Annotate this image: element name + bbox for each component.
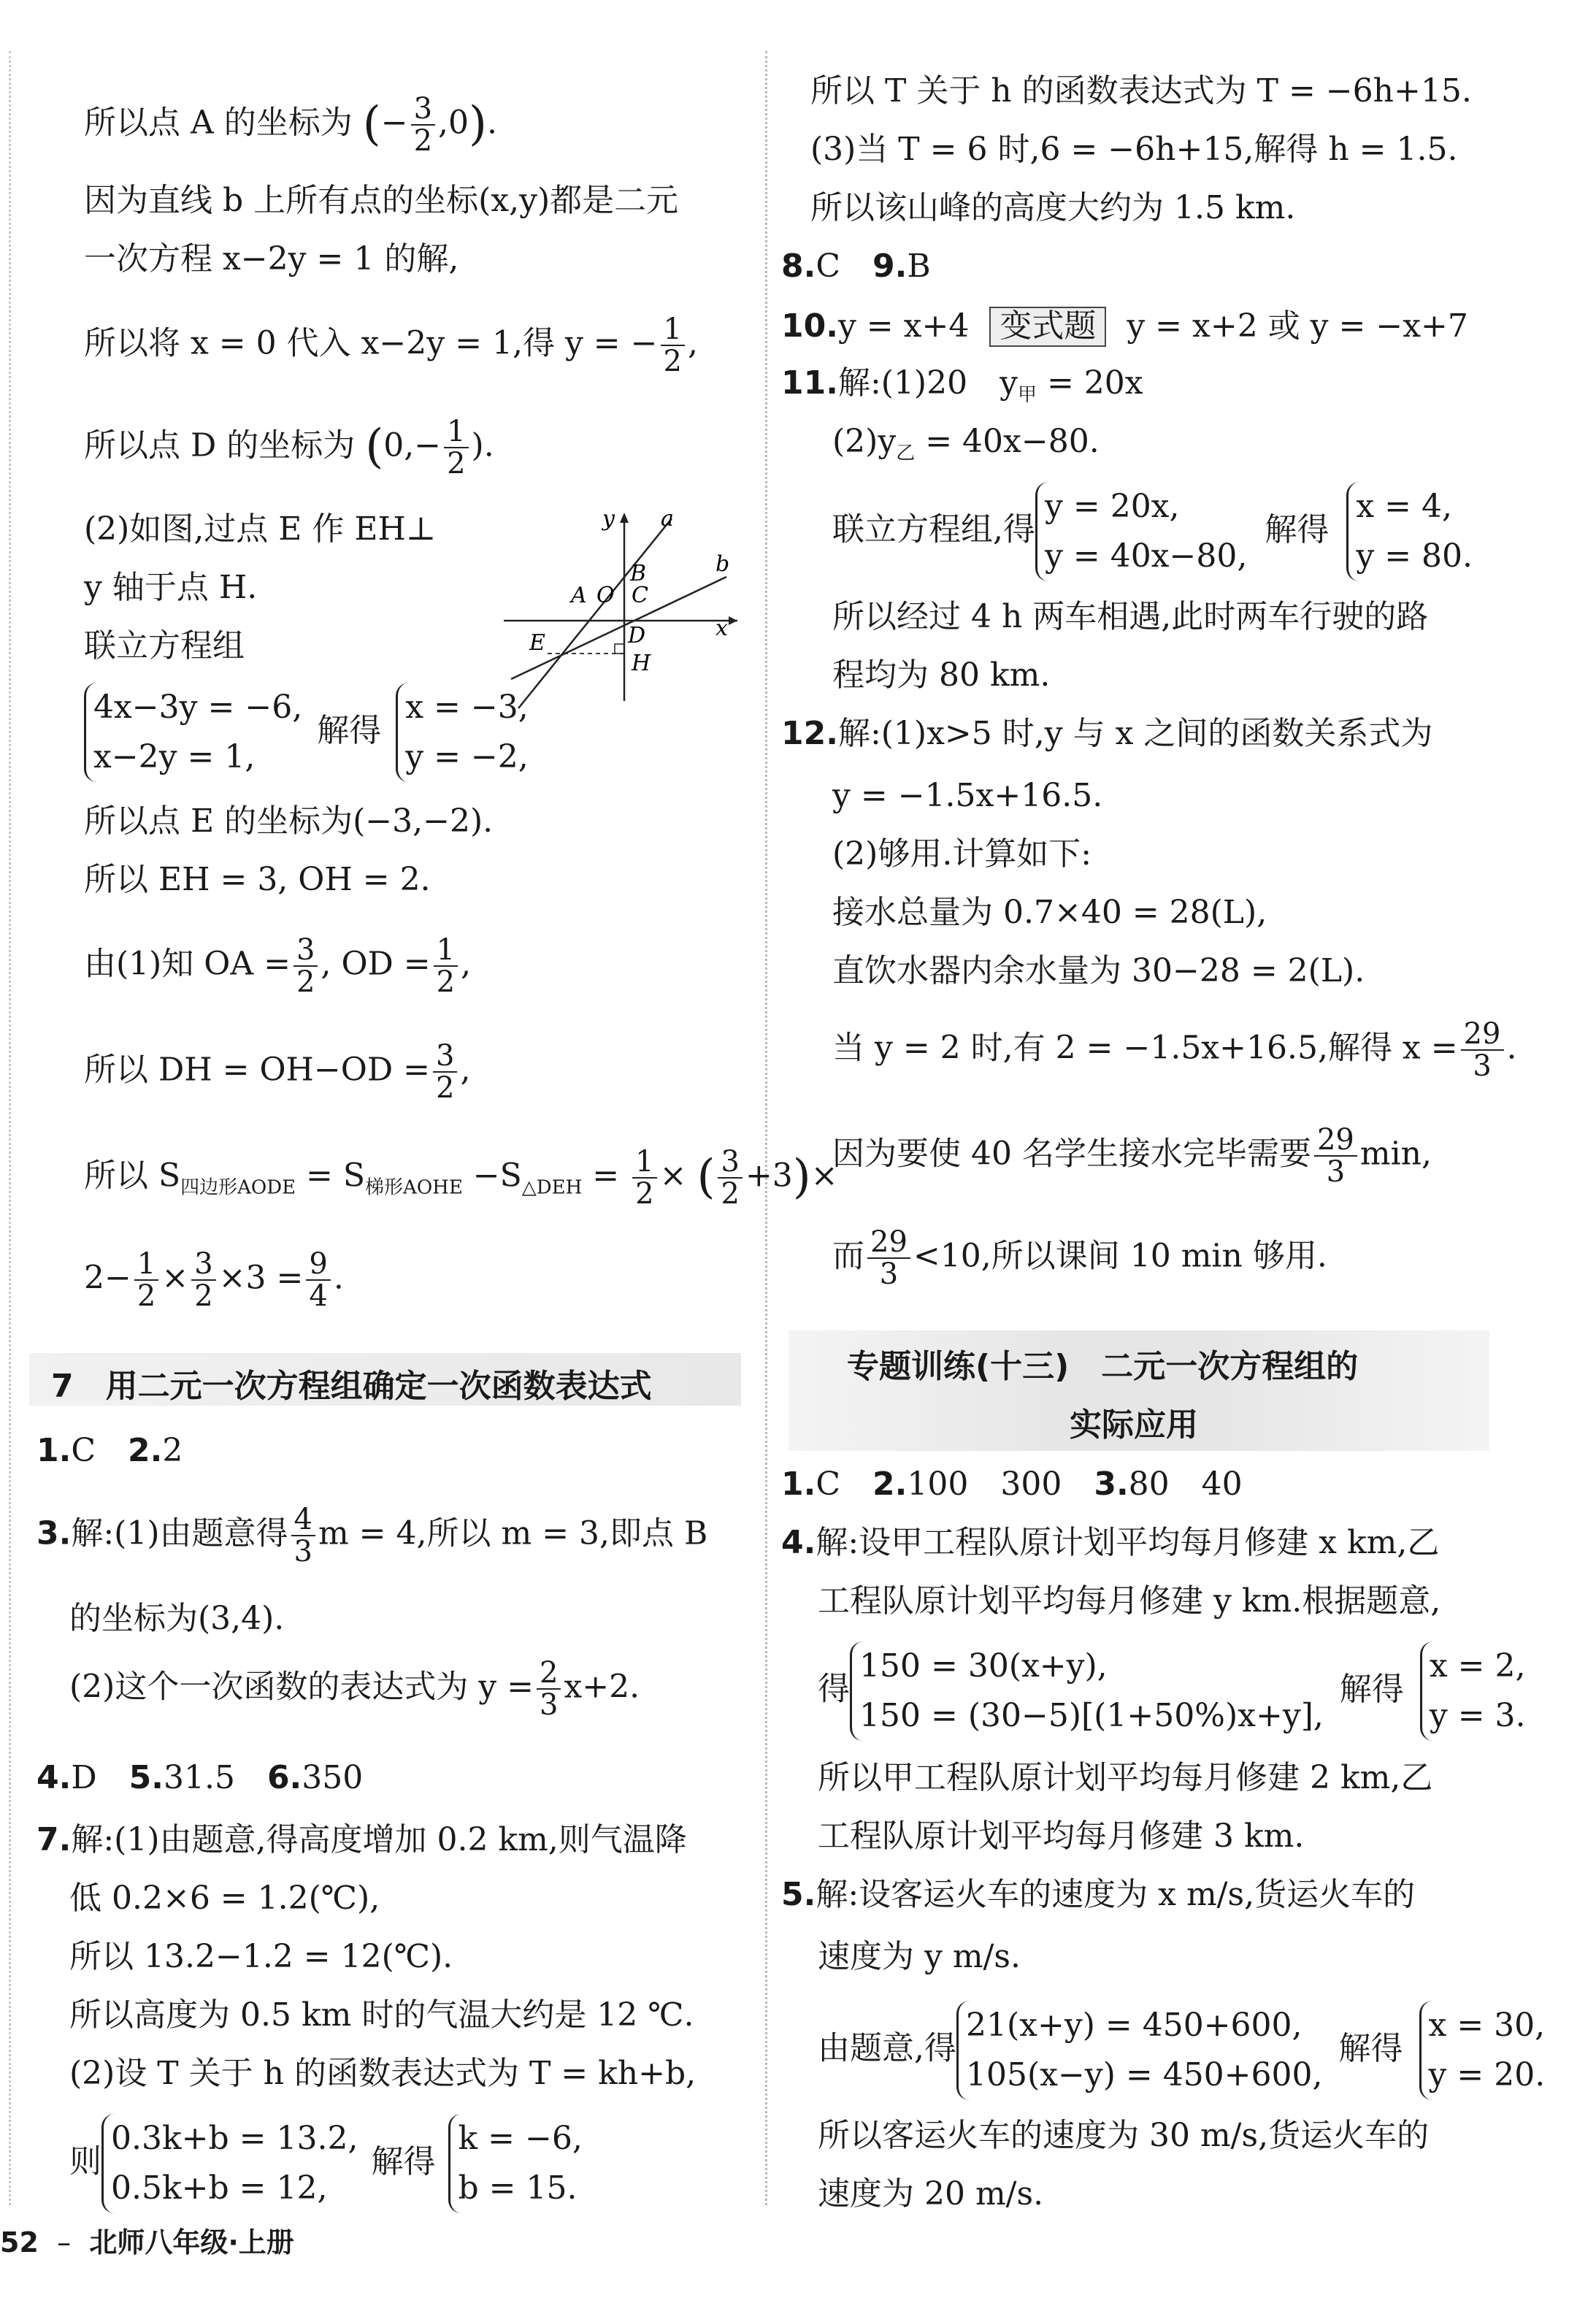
fraction: $\frac{1}{2}$: [444, 416, 468, 479]
left-line-11: 由(1)知 OA = $\frac{3}{2}$ , OD = $\frac{1}{2}$ ,: [84, 933, 472, 999]
equation-solution: k = −6, b = 15.: [448, 2114, 582, 2213]
fraction: $\frac{3}{2}$: [294, 935, 318, 997]
answer-b5-line-1: 5.解:设客运火车的速度为 x m/s,货运火车的: [781, 1876, 1416, 1913]
answer-12-line-7: 因为要使 40 名学生接水完毕需要 $\frac{29}{3}$ min,: [832, 1123, 1432, 1189]
topic-title-line-1: 专题训练(十三) 二元一次方程组的: [847, 1348, 1359, 1385]
fraction: $\frac{1}{2}$: [134, 1249, 158, 1311]
left-line-10: 所以 EH = 3, OH = 2.: [84, 861, 431, 898]
variant-tag: 变式题: [989, 307, 1106, 347]
equation-solution: x = 4, y = 80.: [1346, 482, 1473, 581]
answer-1-2: 1.C 2.2: [37, 1432, 183, 1469]
answer-7-line-5: (2)设 T 关于 h 的函数表达式为 T = kh+b,: [69, 2055, 697, 2092]
equation-solution: x = 2, y = 3.: [1420, 1641, 1526, 1741]
fraction: $\frac{1}{2}$: [434, 935, 458, 997]
coordinate-figure: [496, 504, 745, 716]
answer-11-system: 联立方程组,得 y = 20x, y = 40x−80, 解得 x = 4, y = 80.: [832, 482, 1473, 581]
answer-12-line-8: 而 $\frac{29}{3}$ <10,所以课间 10 min 够用.: [832, 1225, 1327, 1291]
label-C: C: [632, 583, 648, 608]
label-E: E: [529, 630, 545, 656]
answer-b4-line-4: 所以甲工程队原计划平均每月修建 2 km,乙: [818, 1759, 1433, 1796]
left-margin-dots: [9, 51, 11, 2205]
label-y: y: [602, 506, 615, 532]
fraction: $\frac{3}{2}$: [411, 93, 435, 156]
column-divider: [765, 51, 767, 2205]
fraction: $\frac{3}{2}$: [433, 1041, 457, 1103]
label-B: B: [630, 561, 647, 586]
label-a: a: [661, 506, 674, 532]
answer-12-line-3: (2)够用.计算如下:: [832, 835, 1092, 873]
answer-b4-line-2: 工程队原计划平均每月修建 y km.根据题意,: [818, 1582, 1441, 1620]
answer-b4-line-1: 4.解:设甲工程队原计划平均每月修建 x km,乙: [781, 1524, 1440, 1561]
equation-system: 4x−3y = −6, x−2y = 1,: [84, 683, 302, 782]
answer-12-line-4: 接水总量为 0.7×40 = 28(L),: [832, 894, 1267, 931]
left-line-8: 联立方程组: [84, 627, 245, 664]
left-line-14: 2− $\frac{1}{2}$ × $\frac{3}{2}$ ×3 = $\frac{9}{4}$ .: [84, 1247, 344, 1313]
answer-11-line-5: 程均为 80 km.: [832, 656, 1051, 694]
answer-7-line-2: 低 0.2×6 = 1.2(℃),: [69, 1880, 380, 1917]
section-7-title: 7 用二元一次方程组确定一次函数表达式: [51, 1368, 652, 1405]
fraction: $\frac{29}{3}$: [867, 1227, 910, 1290]
answer-12-line-2: y = −1.5x+16.5.: [832, 777, 1103, 814]
equation-solution: x = 30, y = 20.: [1419, 2001, 1546, 2100]
answer-b5-system: 由题意,得 21(x+y) = 450+600, 105(x−y) = 450+600, 解得 x = 30, y = 20.: [818, 2001, 1545, 2100]
fraction: $\frac{3}{2}$: [191, 1249, 215, 1311]
answer-4-5-6: 4.D 5.31.5 6.350: [37, 1759, 364, 1796]
answer-3-line-1: 3.解:(1)由题意得 $\frac{4}{3}$ m = 4,所以 m = 3,即点 B: [37, 1503, 708, 1568]
fraction: $\frac{29}{3}$: [1461, 1019, 1504, 1081]
answer-12-line-5: 直饮水器内余水量为 30−28 = 2(L).: [832, 952, 1365, 989]
right-line-2: (3)当 T = 6 时,6 = −6h+15,解得 h = 1.5.: [810, 131, 1458, 168]
answer-7-line-4: 所以高度为 0.5 km 时的气温大约是 12 ℃.: [69, 1996, 694, 2034]
label-b: b: [715, 551, 730, 577]
answer-7-line-1: 7.解:(1)由题意,得高度增加 0.2 km,则气温降: [37, 1821, 687, 1858]
fraction: $\frac{1}{2}$: [661, 314, 685, 377]
answer-11-line-1: 11.解:(1)20 $y_甲 = 20x$: [781, 364, 1143, 406]
fraction: $\frac{4}{3}$: [291, 1504, 315, 1567]
answer-12-line-1: 12.解:(1)x>5 时,y 与 x 之间的函数关系式为: [781, 715, 1433, 752]
right-line-1: 所以 T 关于 h 的函数表达式为 T = −6h+15.: [810, 72, 1472, 110]
answer-b5-line-2: 速度为 y m/s.: [818, 1938, 1021, 1975]
left-line-9: 所以点 E 的坐标为(−3,−2).: [84, 802, 494, 840]
answer-11-line-4: 所以经过 4 h 两车相遇,此时两车行驶的路: [832, 598, 1429, 635]
answer-7-system: 则 0.3k+b = 13.2, 0.5k+b = 12, 解得 k = −6, b = 15.: [69, 2114, 583, 2213]
answer-b5-line-5: 速度为 20 m/s.: [818, 2175, 1044, 2213]
left-line-6: (2)如图,过点 E 作 EH⊥: [84, 510, 437, 548]
left-line-4: 所以将 x = 0 代入 x−2y = 1,得 y = − $\frac{1}{2}$ ,: [84, 313, 698, 378]
equation-solution: x = −3, y = −2,: [396, 683, 529, 782]
fraction: $\frac{9}{4}$: [306, 1249, 330, 1311]
equation-system: y = 20x, y = 40x−80,: [1035, 482, 1247, 581]
equation-system: 21(x+y) = 450+600, 105(x−y) = 450+600,: [956, 2001, 1323, 2100]
fraction: $\frac{3}{2}$: [718, 1146, 742, 1209]
left-line-7: y 轴于点 H.: [84, 569, 258, 606]
answer-10: 10.y = x+4 变式题 y = x+2 或 y = −x+7: [781, 307, 1468, 347]
left-line-1: 所以点 A 的坐标为 (− $\frac{3}{2}$ ,0).: [84, 92, 497, 158]
answer-3-line-3: (2)这个一次函数的表达式为 y = $\frac{2}{3}$ x+2.: [69, 1656, 640, 1722]
fraction: $\frac{1}{2}$: [632, 1146, 656, 1209]
equation-system: 0.3k+b = 13.2, 0.5k+b = 12,: [101, 2114, 358, 2213]
left-line-13: 所以 $S_{四边形AODE} = S_{梯形AOHE} -S_{\triangle DEH}$ = $\frac{1}{2}$ × ( $\frac{3}{2}$ +3)×: [84, 1145, 838, 1211]
answer-3-line-2: 的坐标为(3,4).: [69, 1600, 285, 1637]
answer-11-line-2: $(2)y_乙 = 40x-80$.: [832, 423, 1100, 464]
answer-7-line-3: 所以 13.2−1.2 = 12(℃).: [69, 1938, 453, 1975]
page-number: 52: [0, 2226, 39, 2259]
answer-12-line-6: 当 y = 2 时,有 2 = −1.5x+16.5,解得 x = $\frac{29}{3}$ .: [832, 1017, 1517, 1083]
equation-system: 150 = 30(x+y), 150 = (30−5)[(1+50%)x+y],: [850, 1641, 1324, 1741]
label-H: H: [632, 651, 651, 676]
topic-title-line-2: 实际应用: [1070, 1406, 1198, 1444]
label-x: x: [715, 616, 728, 641]
label-A: A: [571, 583, 587, 608]
right-line-3: 所以该山峰的高度大约为 1.5 km.: [810, 189, 1296, 226]
answer-b4-line-5: 工程队原计划平均每月修建 3 km.: [818, 1817, 1305, 1855]
left-system-1: 4x−3y = −6, x−2y = 1, 解得 x = −3, y = −2,: [84, 683, 529, 782]
book-title: 北师八年级·上册: [89, 2226, 294, 2259]
left-line-5: 所以点 D 的坐标为 (0,− $\frac{1}{2}$ ).: [84, 415, 494, 480]
answer-b5-line-4: 所以客运火车的速度为 30 m/s,货运火车的: [818, 2117, 1430, 2154]
left-line-3: 一次方程 x−2y = 1 的解,: [84, 240, 459, 277]
left-line-12: 所以 DH = OH−OD = $\frac{3}{2}$ ,: [84, 1039, 471, 1105]
answer-8-9: 8.C 9.B: [781, 248, 931, 285]
label-O: O: [596, 583, 615, 608]
page-footer: 52 – 北师八年级·上册: [0, 2226, 294, 2259]
label-D: D: [628, 623, 646, 648]
fraction: $\frac{29}{3}$: [1314, 1125, 1357, 1187]
left-line-2: 因为直线 b 上所有点的坐标(x,y)都是二元: [84, 182, 679, 219]
answer-b1-b3: 1.C 2.100 300 3.80 40: [781, 1466, 1243, 1503]
answer-b4-system: 得 150 = 30(x+y), 150 = (30−5)[(1+50%)x+y], 解得 x = 2, y = 3.: [818, 1641, 1526, 1741]
fraction: $\frac{2}{3}$: [537, 1658, 561, 1720]
